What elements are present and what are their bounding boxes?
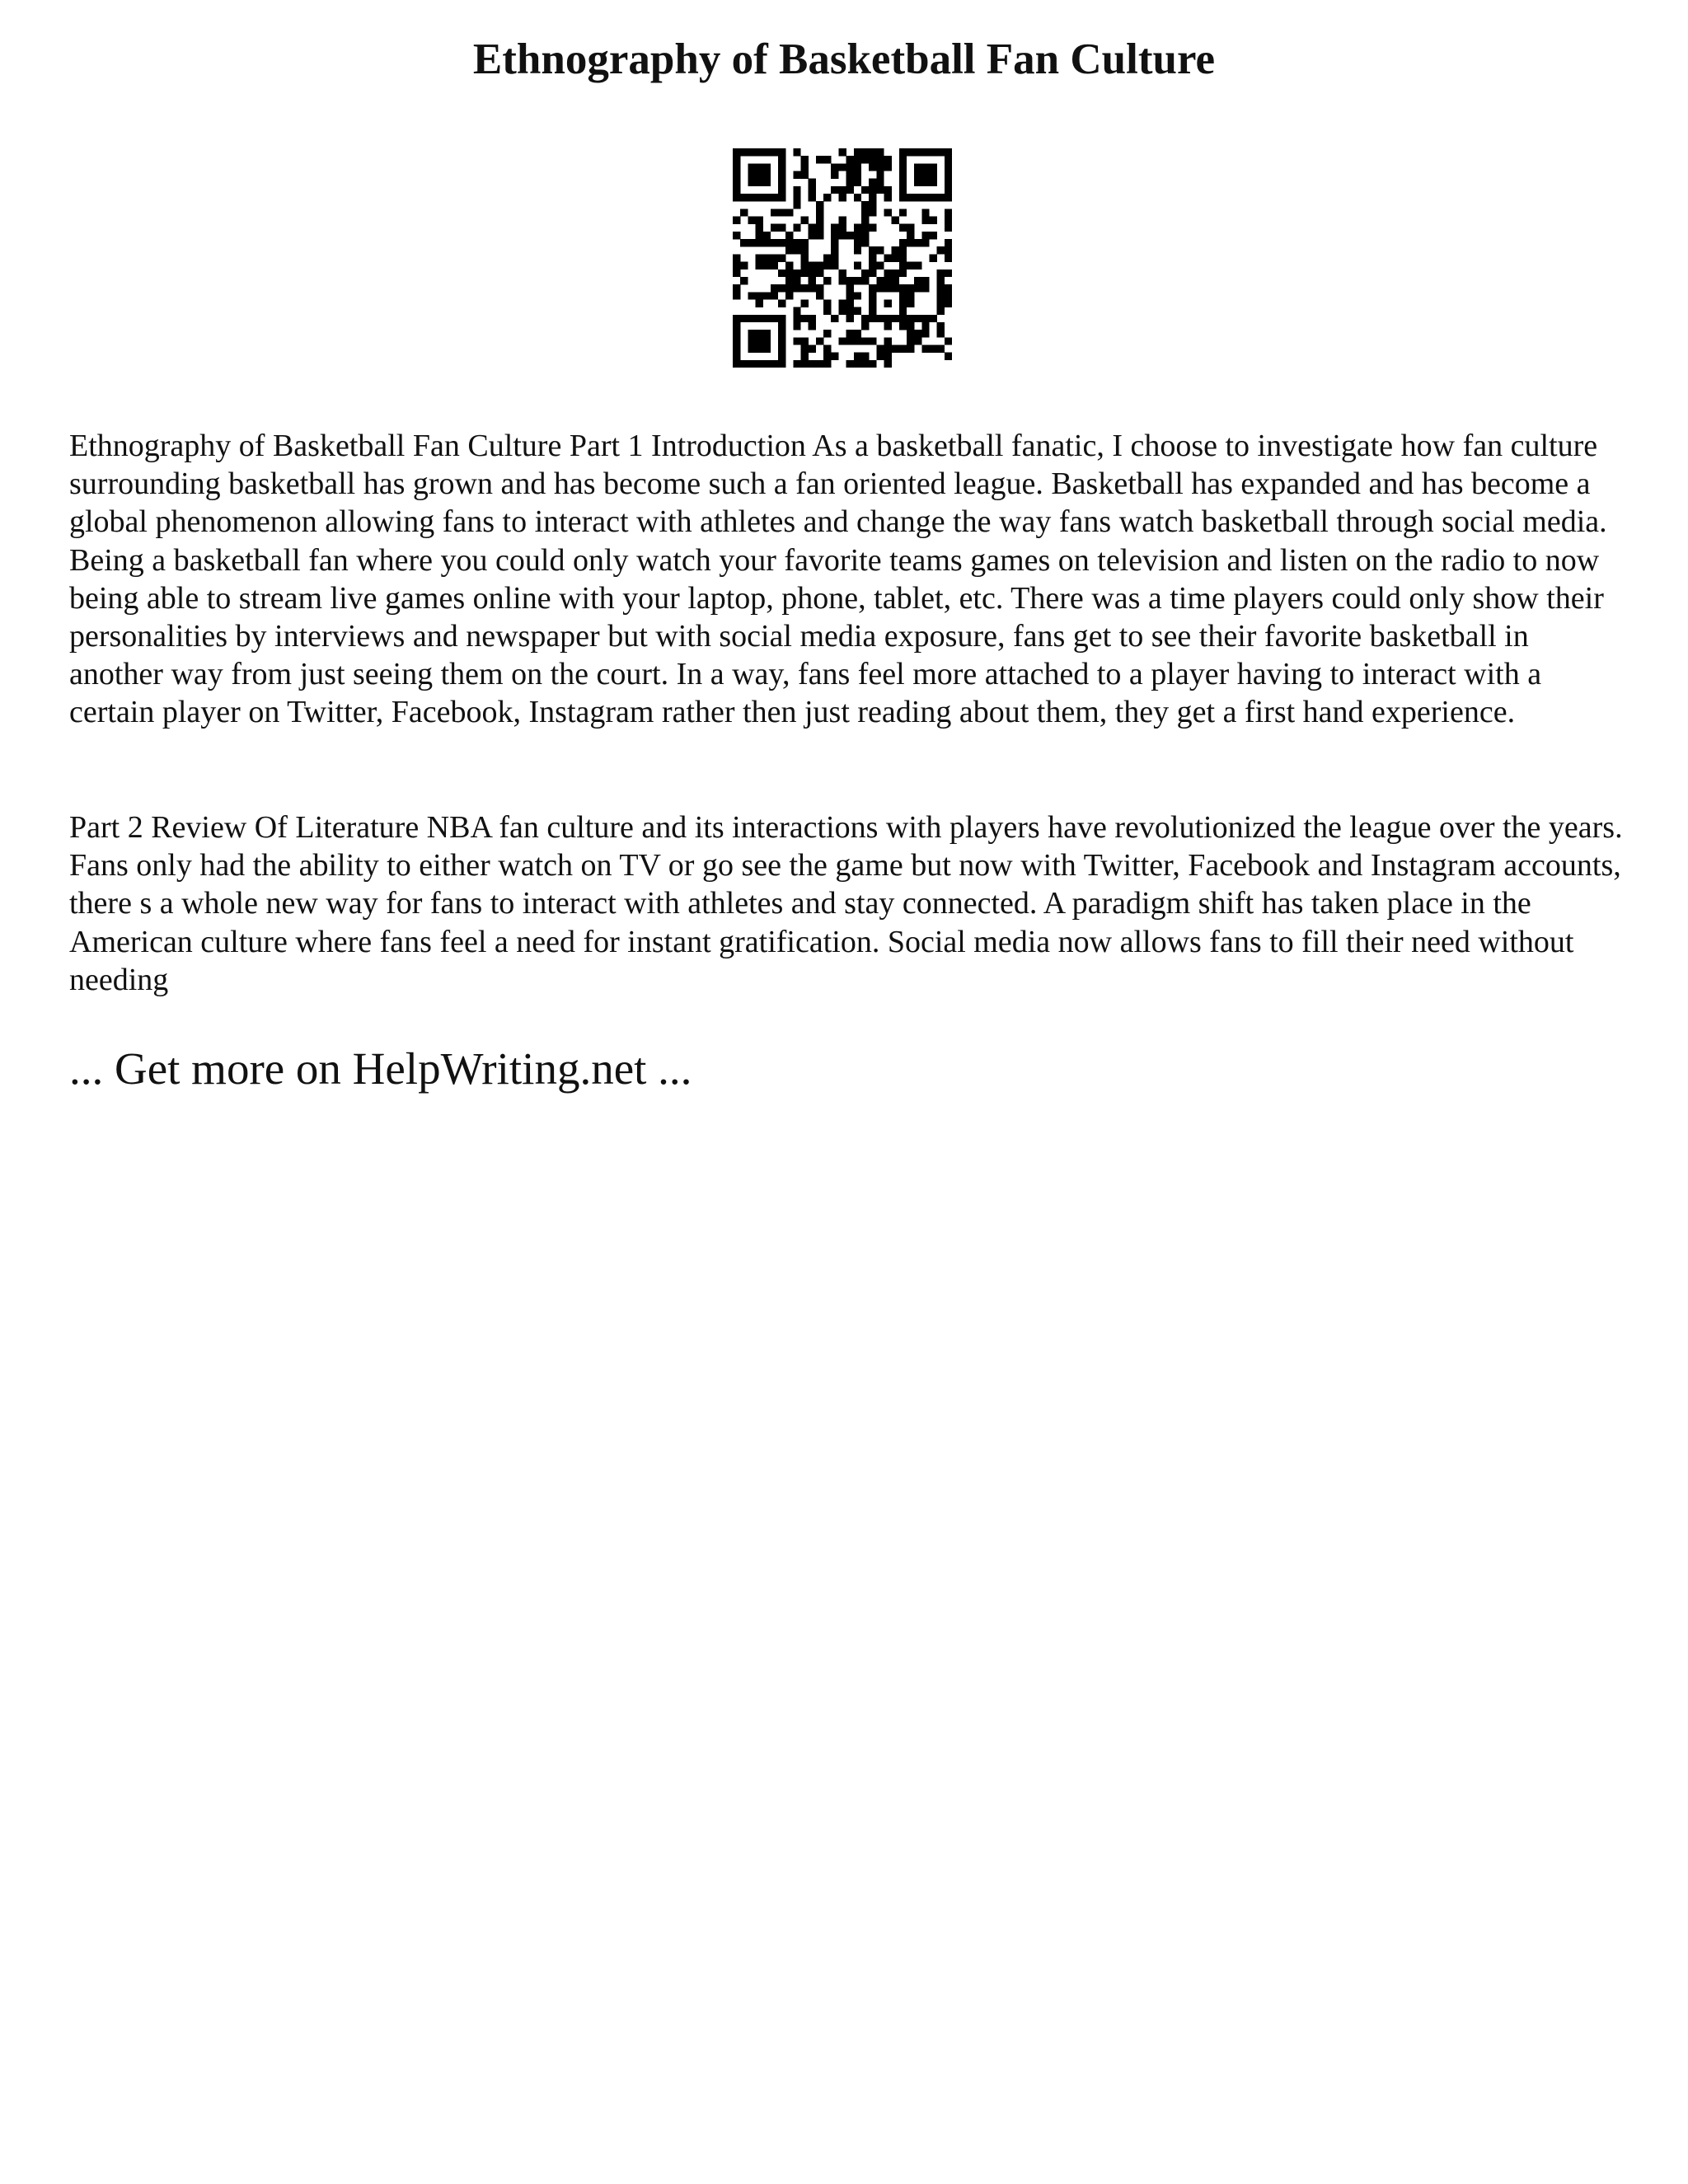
qr-code-icon <box>733 148 952 368</box>
document-title: Ethnography of Basketball Fan Culture <box>472 35 1216 83</box>
paragraph-literature-review: Part 2 Review Of Literature NBA fan culture and its interactions with players have revolutionized the league over the years. Fans only had the ability to either watch on TV or go see the game but now with Twitter, Facebook and Instagram accounts, there s a whole new way for fans to interact with athletes and stay connected. A paradigm shift has taken place in the American culture where fans feel a need for instant gratification. Social media now allows fans to fill their need without needing <box>69 810 1623 997</box>
get-more-link[interactable]: ... Get more on HelpWriting.net ... <box>69 1043 692 1094</box>
paragraph-introduction: Ethnography of Basketball Fan Culture Part 1 Introduction As a basketball fanatic, I choose to investigate how fan culture surrounding basketball has grown and has become such a fan oriented league. Basketball has expanded and has become a global phenomenon allowing fans to interact with athletes and change the way fans watch basketball through social media. Being a basketball fan where you could only watch your favorite teams games on television and listen on the radio to now being able to stream live games online with your laptop, phone, tablet, etc. There was a time players could only show their personalities by interviews and newspaper but with social media exposure, fans get to see their favorite basketball in another way from just seeing them on the court. In a way, fans feel more attached to a player having to interact with a certain player on Twitter, Facebook, Instagram rather then just reading about them, they get a first hand experience. <box>69 429 1607 730</box>
